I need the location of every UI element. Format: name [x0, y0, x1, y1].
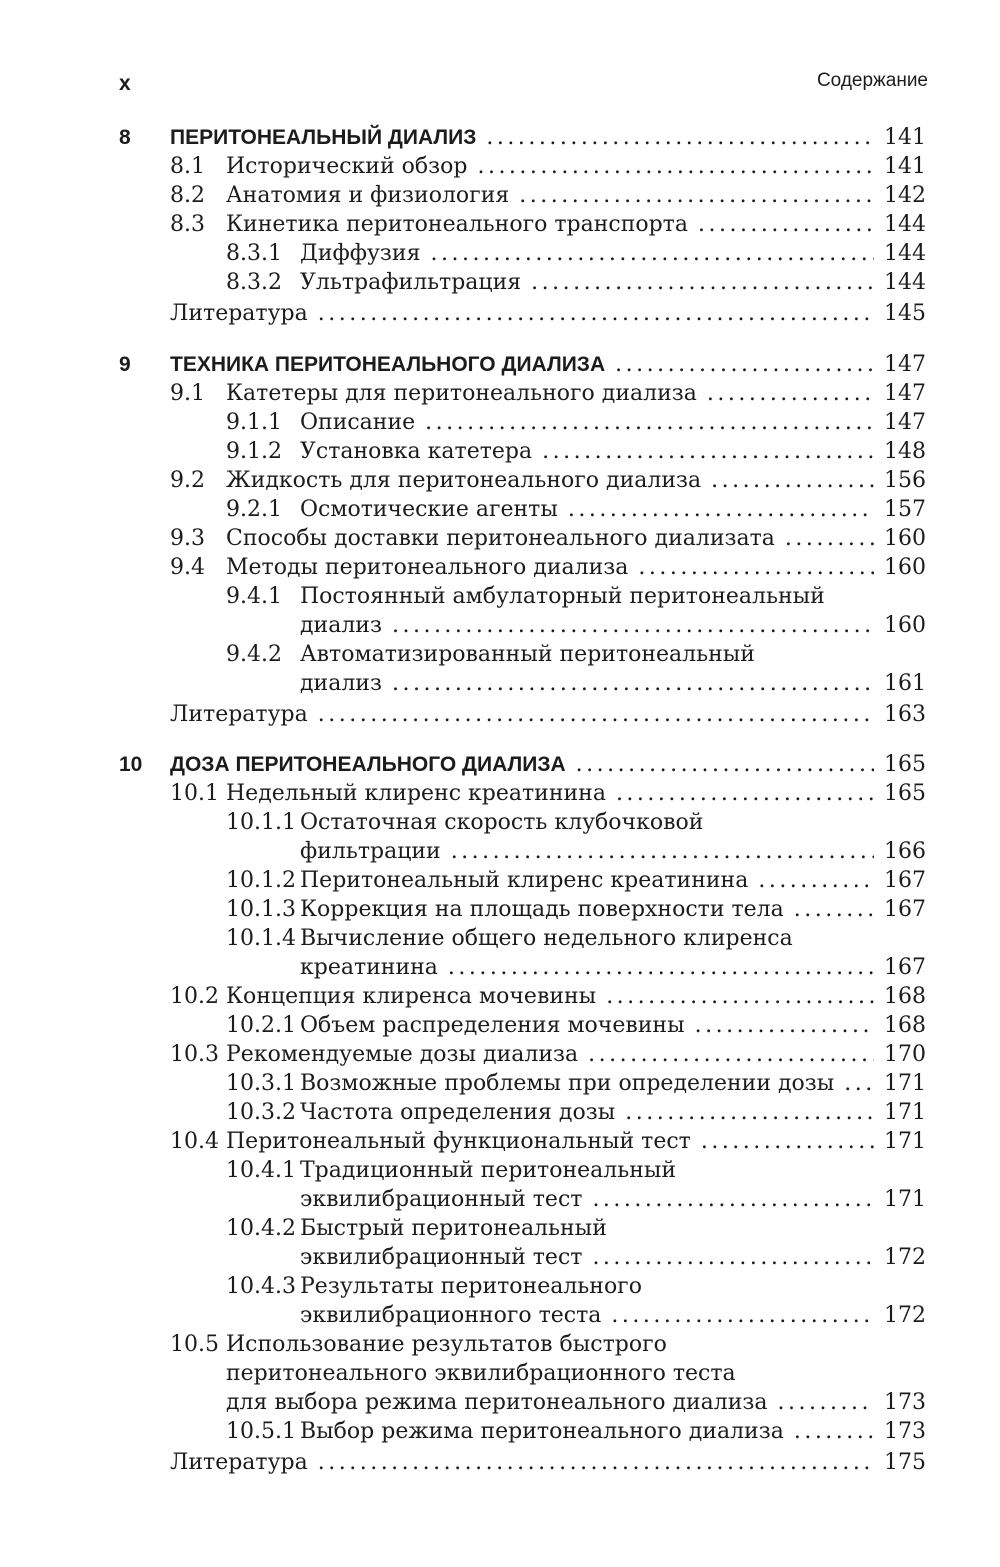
toc-entry-page: 144: [884, 212, 926, 237]
toc-entry-title: для выбора режима перитонеального диализа: [226, 1390, 768, 1415]
toc-entry-title: Вычисление общего недельного клиренса: [300, 926, 793, 951]
toc-entry-title: Осмотические агенты: [300, 497, 558, 522]
dot-leader: [701, 1127, 874, 1157]
toc-entry-number: 8.3: [170, 212, 205, 237]
toc-entry-title: Анатомия и физиология: [226, 183, 510, 208]
toc-entry-number: 9.4.2: [226, 642, 282, 667]
toc-entry-page: 141: [884, 125, 926, 150]
toc-entry-title: Частота определения дозы: [300, 1100, 616, 1125]
toc-entry: [0, 1040, 1000, 1070]
toc-entry-page: 160: [884, 526, 926, 551]
dot-leader: [531, 268, 874, 298]
toc-entry-number: 9.4: [170, 555, 205, 580]
toc-entry-page: 163: [884, 702, 926, 727]
toc-entry-title: Способы доставки перитонеального диализата: [226, 526, 775, 551]
toc-entry: [0, 837, 1000, 867]
dot-leader: [392, 611, 874, 641]
toc-entry: [0, 495, 1000, 525]
toc-entry-title: Традиционный перитонеальный: [300, 1158, 677, 1183]
toc-entry-page: 165: [884, 781, 926, 806]
toc-entry-number: 10.4: [170, 1129, 219, 1154]
dot-leader: [695, 1011, 874, 1041]
toc-entry: [0, 239, 1000, 269]
toc-entry-page: 168: [884, 984, 926, 1009]
dot-leader: [794, 895, 874, 925]
dot-leader: [318, 700, 874, 730]
toc-entry-title: Методы перитонеального диализа: [226, 555, 629, 580]
toc-entry-title: Использование результатов быстрого: [226, 1332, 667, 1357]
toc-entry-title: Объем распределения мочевины: [300, 1013, 685, 1038]
dot-leader: [486, 123, 874, 153]
toc-entry-title: Описание: [300, 410, 416, 435]
dot-leader: [592, 1243, 874, 1273]
toc-entry: [0, 1069, 1000, 1099]
toc-entry: [0, 1243, 1000, 1273]
toc-entry-page: 147: [884, 410, 926, 435]
toc-entry-number: 10.1.1: [226, 810, 296, 835]
dot-leader: [477, 152, 874, 182]
toc-entry: [0, 750, 1000, 780]
toc-entry-title: Литература: [170, 301, 308, 326]
toc-entry-number: 10.3.2: [226, 1100, 296, 1125]
toc-entry-number: 10.1.2: [226, 868, 296, 893]
toc-entry-number: 8.3.1: [226, 241, 282, 266]
toc-entry-title: эквилибрационный тест: [300, 1245, 583, 1270]
toc-entry-number: 10: [119, 753, 143, 776]
dot-leader: [568, 495, 874, 525]
toc-entry-number: 9: [119, 353, 131, 376]
toc-entry-title: Быстрый перитонеальный: [300, 1216, 607, 1241]
toc-entry-page: 157: [884, 497, 926, 522]
toc-entry-page: 147: [884, 381, 926, 406]
toc-entry-page: 142: [884, 183, 926, 208]
toc-entry-page: 144: [884, 270, 926, 295]
dot-leader: [588, 1040, 874, 1070]
toc-entry-title: ПЕРИТОНЕАЛЬНЫЙ ДИАЛИЗ: [170, 126, 477, 149]
dot-leader: [576, 750, 874, 780]
toc-entry: [0, 1098, 1000, 1128]
toc-entry: [0, 181, 1000, 211]
toc-entry-number: 10.4.3: [226, 1274, 296, 1299]
toc-entry: [0, 779, 1000, 809]
toc-entry-number: 8.1: [170, 154, 205, 179]
toc-entry-number: 10.5: [170, 1332, 219, 1357]
dot-leader: [616, 779, 874, 809]
toc-entry-page: 170: [884, 1042, 926, 1067]
toc-entry-title: Результаты перитонеального: [300, 1274, 642, 1299]
toc-entry-number: 9.1.1: [226, 410, 282, 435]
toc-entry-title: Постоянный амбулаторный перитонеальный: [300, 584, 825, 609]
dot-leader: [711, 466, 874, 496]
toc-entry-number: 10.3.1: [226, 1071, 296, 1096]
toc-entry-number: 10.3: [170, 1042, 219, 1067]
dot-leader: [778, 1388, 874, 1418]
toc-entry-title: Катетеры для перитонеального диализа: [226, 381, 697, 406]
dot-leader: [430, 239, 874, 269]
toc-entry-title: эквилибрационного теста: [300, 1303, 602, 1328]
toc-entry: [0, 1301, 1000, 1331]
toc-entry: [0, 466, 1000, 496]
dot-leader: [611, 1301, 874, 1331]
toc-entry: [0, 953, 1000, 983]
toc-entry-title: Ультрафильтрация: [300, 270, 522, 295]
toc-entry: [0, 611, 1000, 641]
dot-leader: [844, 1069, 874, 1099]
toc-entry-title: фильтрации: [300, 839, 441, 864]
dot-leader: [392, 669, 874, 699]
toc-entry-number: 10.1.4: [226, 926, 296, 951]
toc-entry-page: 165: [884, 752, 926, 777]
toc-entry: [0, 408, 1000, 438]
toc-entry-page: 147: [884, 352, 926, 377]
dot-leader: [794, 1417, 874, 1447]
dot-leader: [448, 953, 874, 983]
toc-entry-page: 166: [884, 839, 926, 864]
toc-entry: [0, 1388, 1000, 1418]
dot-leader: [451, 837, 874, 867]
toc-entry: [0, 582, 1000, 612]
toc-entry-page: 168: [884, 1013, 926, 1038]
toc-entry: [0, 123, 1000, 153]
toc-entry: [0, 553, 1000, 583]
toc-entry: [0, 299, 1000, 329]
dot-leader: [606, 982, 874, 1012]
toc-entry: [0, 640, 1000, 670]
toc-entry-title: Жидкость для перитонеального диализа: [226, 468, 702, 493]
toc-entry-title: Автоматизированный перитонеальный: [300, 642, 755, 667]
toc-entry-number: 8.2: [170, 183, 205, 208]
toc-entry-title: Остаточная скорость клубочковой: [300, 810, 704, 835]
toc-entry-title: Литература: [170, 702, 308, 727]
toc-entry-number: 10.2.1: [226, 1013, 296, 1038]
toc-entry-title: ДОЗА ПЕРИТОНЕАЛЬНОГО ДИАЛИЗА: [170, 753, 566, 776]
toc-entry: [0, 1214, 1000, 1244]
toc-entry: [0, 379, 1000, 409]
toc-entry: [0, 700, 1000, 730]
toc-entry-page: 156: [884, 468, 926, 493]
toc-entry: [0, 268, 1000, 298]
page-number-roman: x: [119, 72, 131, 95]
dot-leader: [425, 408, 874, 438]
toc-entry-number: 9.2.1: [226, 497, 282, 522]
toc-entry-page: 167: [884, 897, 926, 922]
toc-entry-page: 175: [884, 1450, 926, 1475]
toc-entry-title: Перитонеальный клиренс креатинина: [300, 868, 749, 893]
toc-entry-page: 145: [884, 301, 926, 326]
toc-entry-page: 141: [884, 154, 926, 179]
toc-entry: [0, 210, 1000, 240]
toc-entry: [0, 1330, 1000, 1360]
toc-entry: [0, 808, 1000, 838]
toc-entry: [0, 1011, 1000, 1041]
toc-entry-number: 9.2: [170, 468, 205, 493]
toc-entry-title: Литература: [170, 1450, 308, 1475]
toc-entry: [0, 437, 1000, 467]
toc-entry-number: 10.2: [170, 984, 219, 1009]
toc-entry-title: перитонеального эквилибрационного теста: [226, 1361, 736, 1386]
toc-entry-title: Коррекция на площадь поверхности тела: [300, 897, 784, 922]
dot-leader: [625, 1098, 874, 1128]
toc-entry-title: Недельный клиренс креатинина: [226, 781, 606, 806]
toc-entry: [0, 524, 1000, 554]
dot-leader: [785, 524, 874, 554]
running-header: Содержание: [816, 70, 928, 91]
dot-leader: [592, 1185, 874, 1215]
dot-leader: [698, 210, 874, 240]
toc-entry-page: 171: [884, 1100, 926, 1125]
toc-entry-number: 9.1.2: [226, 439, 282, 464]
toc-entry-page: 167: [884, 868, 926, 893]
toc-entry-number: 9.1: [170, 381, 205, 406]
toc-entry: [0, 1272, 1000, 1302]
toc-entry-number: 10.1.3: [226, 897, 296, 922]
toc-entry: [0, 1156, 1000, 1186]
toc-entry-number: 10.5.1: [226, 1419, 296, 1444]
dot-leader: [615, 350, 874, 380]
toc-entry: [0, 895, 1000, 925]
toc-entry-title: Диффузия: [300, 241, 421, 266]
dot-leader: [542, 437, 874, 467]
dot-leader: [519, 181, 874, 211]
toc-entry: [0, 1185, 1000, 1215]
toc-entry-page: 171: [884, 1071, 926, 1096]
toc-entry-page: 160: [884, 613, 926, 638]
toc-entry-title: Исторический обзор: [226, 154, 468, 179]
toc-entry: [0, 1417, 1000, 1447]
toc-entry-page: 160: [884, 555, 926, 580]
toc-entry-title: диализ: [300, 613, 382, 638]
toc-entry-title: Кинетика перитонеального транспорта: [226, 212, 688, 237]
toc-entry: [0, 1127, 1000, 1157]
toc-entry: [0, 924, 1000, 954]
toc-entry-number: 9.4.1: [226, 584, 282, 609]
toc-entry-title: Концепция клиренса мочевины: [226, 984, 597, 1009]
toc-entry-title: Перитонеальный функциональный тест: [226, 1129, 691, 1154]
toc-entry-title: эквилибрационный тест: [300, 1187, 583, 1212]
toc-entry-title: диализ: [300, 671, 382, 696]
dot-leader: [707, 379, 874, 409]
toc-entry: [0, 350, 1000, 380]
toc-entry-page: 173: [884, 1390, 926, 1415]
toc-entry-title: Установка катетера: [300, 439, 533, 464]
toc-entry: [0, 1448, 1000, 1478]
toc-entry-number: 8: [119, 126, 131, 149]
dot-leader: [638, 553, 874, 583]
toc-entry: [0, 152, 1000, 182]
dot-leader: [758, 866, 874, 896]
toc-entry-number: 10.4.1: [226, 1158, 296, 1183]
toc-entry: [0, 866, 1000, 896]
toc-entry-page: 167: [884, 955, 926, 980]
toc-entry-page: 173: [884, 1419, 926, 1444]
toc-entry-page: 144: [884, 241, 926, 266]
toc-entry-page: 161: [884, 671, 926, 696]
toc-entry-page: 171: [884, 1187, 926, 1212]
toc-entry: [0, 669, 1000, 699]
toc-entry-number: 8.3.2: [226, 270, 282, 295]
dot-leader: [318, 1448, 874, 1478]
toc-entry-page: 171: [884, 1129, 926, 1154]
toc-entry-title: Рекомендуемые дозы диализа: [226, 1042, 579, 1067]
toc-entry-page: 172: [884, 1303, 926, 1328]
toc-entry-page: 172: [884, 1245, 926, 1270]
toc-entry-title: креатинина: [300, 955, 438, 980]
toc-entry-number: 10.4.2: [226, 1216, 296, 1241]
toc-entry-title: ТЕХНИКА ПЕРИТОНЕАЛЬНОГО ДИАЛИЗА: [170, 353, 606, 376]
toc-entry: [0, 982, 1000, 1012]
toc-entry-title: Возможные проблемы при определении дозы: [300, 1071, 835, 1096]
toc-entry-page: 148: [884, 439, 926, 464]
toc-entry: [0, 1359, 1000, 1389]
dot-leader: [318, 299, 874, 329]
toc-entry-number: 9.3: [170, 526, 205, 551]
toc-entry-number: 10.1: [170, 781, 219, 806]
toc-entry-title: Выбор режима перитонеального диализа: [300, 1419, 784, 1444]
